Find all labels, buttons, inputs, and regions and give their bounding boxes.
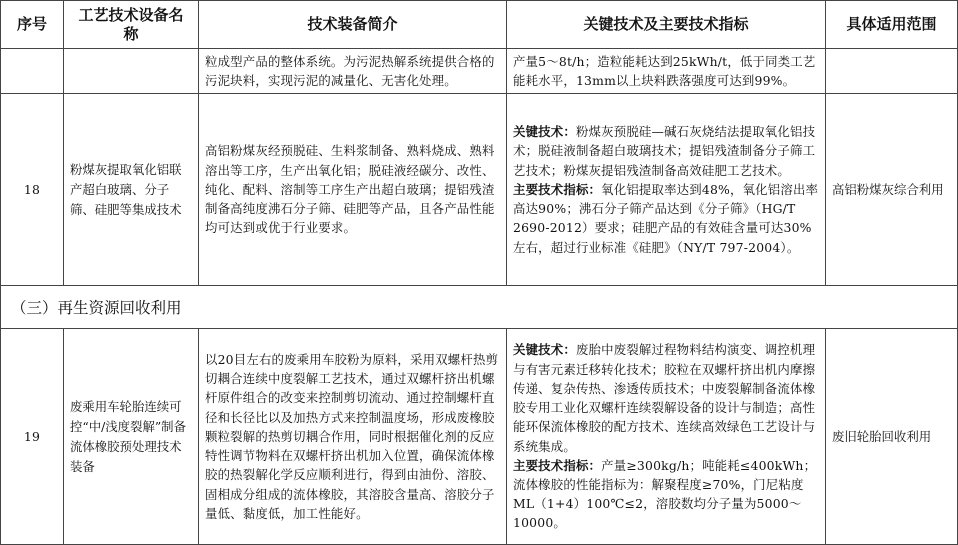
cont-key: 产量5～8t/h；造粒能耗达到25kWh/t，低于同类工艺能耗水平，13mm以上块料跌落强度可达到99%。 [507,49,826,94]
table-row-continued [1,49,958,94]
row19-index-text: 产量≥300kg/h；吨能耗≤400kWh；流体橡胶的性能指标为：解聚程度≥70%，门尼粘度ML（1+4）100℃≤2，溶胶数均分子量为5000～10000。 [513,457,817,531]
header-no: 序号 [1,1,64,49]
row19-scope: 废旧轮胎回收利用 [826,329,958,545]
header-intro: 技术装备简介 [199,1,507,49]
cont-scope [826,49,958,94]
row19-index-label: 主要技术指标： [513,457,602,473]
row18-name: 粉煤灰提取氧化铝联产超白玻璃、分子筛、硅肥等集成技术 [64,94,199,286]
header-name: 工艺技术设备名称 [64,1,199,49]
table-row-18 [1,94,958,286]
row18-key-label: 关键技术： [513,124,576,140]
table-row-19 [1,329,958,545]
cont-intro: 粒成型产品的整体系统。为污泥热解系统提供合格的污泥块料，实现污泥的减量化、无害化处理。 [199,49,507,94]
row19-key-label: 关键技术： [513,342,576,358]
section-title: （三）再生资源回收利用 [1,286,958,329]
header-row [1,1,958,49]
row19-intro: 以20目左右的废乘用车胶粉为原料，采用双螺杆热剪切耦合连续中度裂解工艺技术，通过双螺杆挤出机螺杆原件组合的改变来控制剪切流动、通过控制螺杆直径和长径比以及加热方式来控制温度场，形成废橡胶颗粒裂解的热剪切耦合作用，同时根据催化剂的反应特性调节物料在双螺杆挤出机加入位置，确保流体橡胶的热裂解化学反应顺利进行，得到由油份、溶胶、固相成分组成的流体橡胶，其溶胶含量高、溶胶分子量低、黏度低，加工性能好。 [199,329,507,545]
row18-intro: 高铝粉煤灰经预脱硅、生料浆制备、熟料烧成、熟料溶出等工序，生产出氧化铝；脱硅液经碳分、改性、纯化、配料、溶制等工序生产出超白玻璃；提铝残渣制备高纯度沸石分子筛、硅肥等产品，且各产品性能均可达到或优于行业要求。 [199,94,507,286]
cont-no [1,49,64,94]
row18-index-label: 主要技术指标： [513,181,602,197]
row18-key [507,94,826,286]
row18-no: 18 [1,94,64,286]
header-key: 关键技术及主要技术指标 [507,1,826,49]
row19-no: 19 [1,329,64,545]
section-row [1,286,958,329]
cont-name [64,49,199,94]
row18-index-text: 氧化铝提取率达到48%，氧化铝溶出率高达90%；沸石分子筛产品达到《分子筛》（HG/T 2690-2012）要求；硅肥产品的有效硅含量可达30%左右，超过行业标准《硅肥》（NY/T 797-2004）。 [513,181,819,255]
row19-key [507,329,826,545]
row19-key-text: 废胎中废裂解过程物料结构演变、调控机理与有害元素迁移转化技术；胶粒在双螺杆挤出机内摩擦传递、复杂传热、渗透传质技术；中废裂解制备流体橡胶专用工业化双螺杆连续裂解设备的设计与制造；高性能环保流体橡胶的配方技术、连续高效绿色工艺设计与系统集成。 [513,342,816,454]
row19-name: 废乘用车轮胎连续可控“中/浅度裂解”制备流体橡胶预处理技术装备 [64,329,199,545]
header-scope: 具体适用范围 [826,1,958,49]
row18-scope: 高铝粉煤灰综合利用 [826,94,958,286]
row18-key-text: 粉煤灰预脱硅—碱石灰烧结法提取氧化铝技术；脱硅液制备超白玻璃技术；提铝残渣制备分子筛工艺技术；粉煤灰提铝残渣制备高效硅肥工艺技术。 [513,124,816,178]
